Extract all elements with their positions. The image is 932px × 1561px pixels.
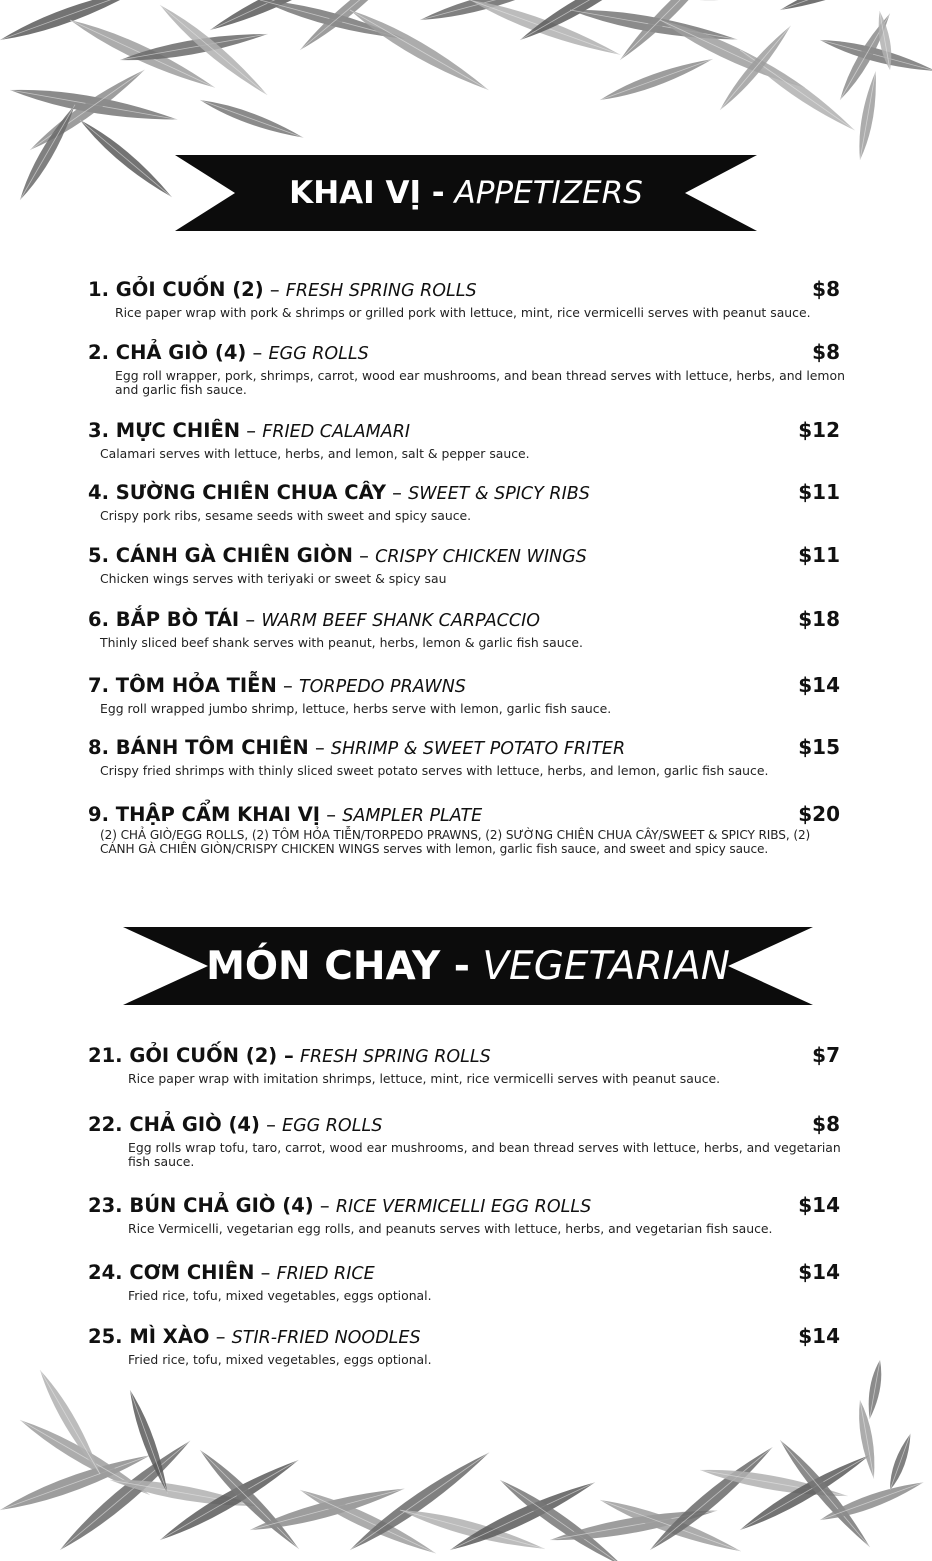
item-separator: –: [246, 419, 257, 442]
item-english-name: WARM BEEF SHANK CARPACCIO: [261, 611, 541, 631]
item-separator: –: [252, 341, 263, 364]
item-english-name: FRESH SPRING ROLLS: [299, 1047, 491, 1067]
item-separator: –: [245, 608, 256, 631]
leaf-shape: [35, 1367, 105, 1477]
menu-item: [88, 1193, 846, 1236]
menu-item: [88, 1043, 846, 1086]
leaf-shape: [198, 95, 305, 143]
item-description: Rice Vermicelli, vegetarian egg rolls, and peanuts serves with lettuce, herbs, and vegetarian fish sauce.: [128, 1221, 773, 1236]
item-description: Egg rolls wrap tofu, taro, carrot, wood ear mushrooms, and bean thread serves with lettuce, herbs, and vegetarian fish sauce.: [128, 1140, 841, 1169]
item-english-name: EGG ROLLS: [282, 1116, 383, 1136]
item-name: 5. CÁNH GÀ CHIÊN GIÒN: [88, 544, 353, 567]
item-name: 7. TÔM HỎA TIỄN: [88, 674, 277, 697]
item-price: $15: [798, 735, 840, 759]
item-english-name: SAMPLER PLATE: [342, 806, 483, 826]
item-english-name: FRIED CALAMARI: [262, 422, 411, 442]
item-english-name: FRIED RICE: [276, 1264, 375, 1284]
item-name: 1. GỎI CUỐN (2): [88, 278, 264, 301]
item-description: (2) CHẢ GIÒ/EGG ROLLS, (2) TÔM HỎA TIỄN/TORPEDO PRAWNS, (2) SƯỜNG CHIÊN CHUA CÂY/SWEET & SPICY RIBS, (2) CÁNH GÀ CHIÊN GIÒN/CRISPY CHICKEN WINGS serves with lemon, garlic fish sauce, and sweet and spicy sauce.: [100, 828, 811, 856]
item-english-name: RICE VERMICELLI EGG ROLLS: [335, 1197, 592, 1217]
leaf-shape: [885, 1432, 915, 1492]
item-name: 22. CHẢ GIÒ (4): [88, 1113, 260, 1136]
menu-item: [88, 607, 846, 650]
leaf-shape: [699, 0, 849, 7]
item-name: 9. THẬP CẨM KHAI VỊ: [88, 803, 321, 826]
item-description: Rice paper wrap with pork & shrimps or grilled pork with lettuce, mint, rice vermicelli serves with peanut sauce.: [115, 305, 811, 320]
item-name: 3. MỰC CHIÊN: [88, 419, 241, 442]
item-price: $7: [812, 1043, 840, 1067]
item-price: $14: [798, 673, 840, 697]
item-description: Fried rice, tofu, mixed vegetables, eggs optional.: [128, 1352, 432, 1367]
item-name: 6. BẮP BÒ TÁI: [88, 608, 240, 631]
item-english-name: STIR-FRIED NOODLES: [231, 1328, 421, 1348]
section-subtitle: APPETIZERS: [454, 175, 643, 211]
item-name: 23. BÚN CHẢ GIÒ (4): [88, 1194, 314, 1217]
item-price: $12: [798, 418, 840, 442]
item-english-name: SHRIMP & SWEET POTATO FRITER: [330, 739, 626, 759]
leaf-shape: [855, 70, 881, 161]
section-title: MÓN CHAY -: [206, 943, 470, 989]
item-price: $14: [798, 1260, 840, 1284]
item-description: Rice paper wrap with imitation shrimps, lettuce, mint, rice vermicelli serves with peanut sauce.: [128, 1071, 721, 1086]
item-description: Fried rice, tofu, mixed vegetables, eggs optional.: [128, 1288, 432, 1303]
leaf-shape: [865, 1360, 885, 1420]
item-description: Calamari serves with lettuce, herbs, and lemon, salt & pepper sauce.: [100, 446, 530, 461]
leaf-shape: [778, 0, 924, 17]
item-separator: –: [314, 736, 325, 759]
item-description: Chicken wings serves with teriyaki or sweet & spicy sau: [100, 571, 447, 586]
item-description: Thinly sliced beef shank serves with peanut, herbs, lemon & garlic fish sauce.: [100, 635, 583, 650]
item-description: Egg roll wrapper, pork, shrimps, carrot, wood ear mushrooms, and bean thread serves with lettuce, herbs, and lemon and garlic fish sauce.: [115, 368, 845, 397]
item-name: 8. BÁNH TÔM CHIÊN: [88, 736, 309, 759]
menu-item: [88, 277, 846, 320]
section-title: KHAI VỊ -: [289, 175, 445, 211]
item-price: $14: [798, 1324, 840, 1348]
leaf-shape: [76, 115, 176, 201]
section-subtitle: VEGETARIAN: [482, 943, 730, 989]
leaf-shape: [346, 4, 492, 97]
item-separator: –: [283, 674, 293, 697]
leaf-shape: [15, 102, 80, 203]
item-english-name: SWEET & SPICY RIBS: [408, 484, 590, 504]
leaf-shape: [468, 0, 623, 61]
item-english-name: CRISPY CHICKEN WINGS: [375, 547, 587, 567]
menu-item: [88, 340, 846, 397]
item-separator: –: [319, 1194, 330, 1217]
item-price: $20: [798, 802, 840, 826]
leaf-shape: [736, 45, 858, 136]
item-price: $8: [812, 340, 840, 364]
item-english-name: FRESH SPRING ROLLS: [285, 281, 477, 301]
item-price: $18: [798, 607, 840, 631]
menu-item: [88, 418, 846, 461]
item-separator: –: [359, 544, 369, 567]
appetizers-banner: [175, 155, 757, 231]
vegetarian-banner: [123, 927, 813, 1005]
item-price: $8: [812, 1112, 840, 1136]
item-description: Crispy pork ribs, sesame seeds with sweet and spicy sauce.: [100, 508, 472, 523]
item-separator: –: [326, 803, 337, 826]
item-name: 21. GỎI CUỐN (2) –: [88, 1044, 294, 1067]
menu-item: [88, 1324, 846, 1367]
item-separator: –: [392, 481, 402, 504]
item-separator: –: [266, 1113, 276, 1136]
item-separator: –: [269, 278, 280, 301]
leaf-shape: [716, 22, 795, 113]
menu-item: [88, 673, 846, 716]
item-price: $11: [798, 480, 840, 504]
leaf-shape: [855, 1399, 880, 1480]
item-description: Crispy fried shrimps with thinly sliced sweet potato serves with lettuce, herbs, and lemon, garlic fish sauce.: [100, 763, 769, 778]
menu-item: [88, 1260, 846, 1303]
menu-item: [88, 802, 846, 856]
item-description: Egg roll wrapped jumbo shrimp, lettuce, herbs serve with lemon, garlic fish sauce.: [100, 701, 612, 716]
item-english-name: EGG ROLLS: [268, 344, 369, 364]
item-price: $11: [798, 543, 840, 567]
menu-item: [88, 1112, 846, 1169]
menu-item: [88, 735, 846, 778]
menu-item: [88, 543, 846, 586]
menu-item: [88, 480, 846, 523]
item-name: 25. MÌ XÀO: [88, 1325, 210, 1348]
leaf-shape: [598, 53, 715, 105]
item-price: $14: [798, 1193, 840, 1217]
bamboo-leaves-bottom: [0, 1360, 932, 1561]
item-name: 4. SƯỜNG CHIÊN CHUA CÂY: [88, 481, 386, 504]
item-english-name: TORPEDO PRAWNS: [298, 677, 466, 697]
item-separator: –: [215, 1325, 226, 1348]
item-name: 24. CƠM CHIÊN: [88, 1261, 255, 1284]
item-separator: –: [260, 1261, 271, 1284]
item-price: $8: [812, 277, 840, 301]
item-name: 2. CHẢ GIÒ (4): [88, 341, 247, 364]
